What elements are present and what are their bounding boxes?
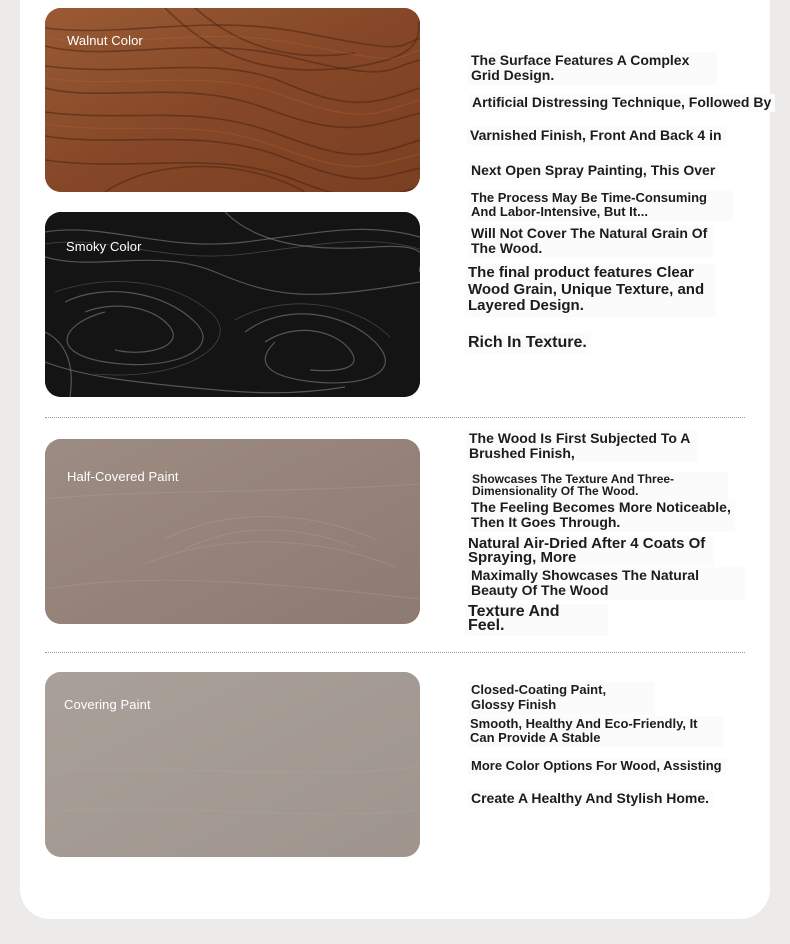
s3-line-1: Closed-Coating Paint, Glossy Finish [468, 682, 655, 715]
section-divider-1 [45, 417, 745, 418]
s1-line-3: Varnished Finish, Front And Back 4 in [467, 127, 726, 145]
s1-line-7: The final product features Clear Wood Grain, Unique Texture, and Layered Design. [465, 264, 716, 317]
s3-line-2: Smooth, Healthy And Eco-Friendly, It Can Provide A Stable [467, 716, 724, 747]
s1-line-4: Next Open Spray Painting, This Over [468, 162, 719, 180]
s1-line-8: Rich In Texture. [465, 333, 591, 353]
covering-paint-swatch [45, 672, 420, 857]
covering-paint-label: Covering Paint [64, 697, 151, 712]
walnut-color-label: Walnut Color [67, 33, 143, 48]
s2-line-1: The Wood Is First Subjected To A Brushed Finish, [466, 430, 697, 463]
smoky-color-swatch [45, 212, 420, 397]
half-covered-paint-swatch [45, 439, 420, 624]
section-divider-2 [45, 652, 745, 653]
s2-line-6: Texture And Feel. [465, 604, 608, 636]
half-covered-grain-texture [45, 439, 420, 624]
s1-line-2: Artificial Distressing Technique, Followed By [469, 94, 775, 112]
walnut-color-swatch [45, 8, 420, 192]
s3-line-3: More Color Options For Wood, Assisting [468, 758, 726, 775]
s1-line-5: The Process May Be Time-Consuming And Labor-Intensive, But It... [468, 190, 733, 221]
s3-line-4: Create A Healthy And Stylish Home. [468, 790, 713, 808]
s2-line-5: Maximally Showcases The Natural Beauty Of The Wood [468, 567, 745, 600]
s2-line-3: The Feeling Becomes More Noticeable, Then It Goes Through. [468, 499, 735, 532]
half-covered-paint-label: Half-Covered Paint [67, 469, 179, 484]
s2-line-4: Natural Air-Dried After 4 Coats Of Spraying, More [465, 536, 714, 566]
s2-line-2: Showcases The Texture And Three-Dimensionality Of The Wood. [469, 472, 728, 499]
s1-line-1: The Surface Features A Complex Grid Design. [468, 52, 717, 85]
smoky-color-label: Smoky Color [66, 239, 142, 254]
s1-line-6: Will Not Cover The Natural Grain Of The Wood. [468, 225, 713, 258]
